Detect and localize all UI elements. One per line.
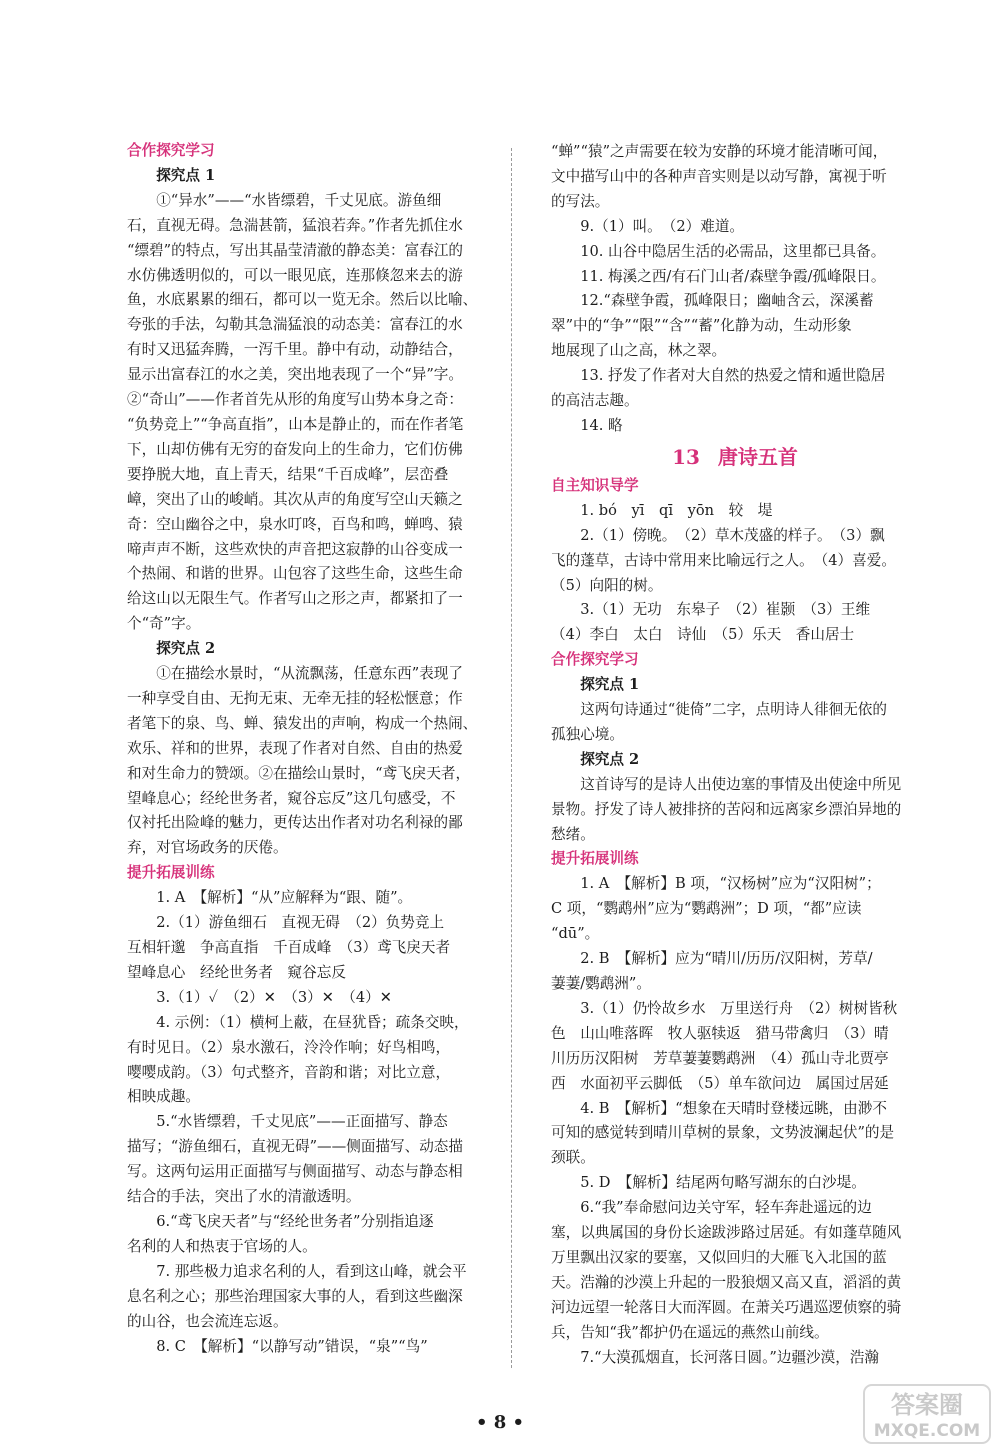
text-line: 1. A 【解析】B 项，“汉杨树”应为“汉阳树”； xyxy=(580,875,881,893)
text-line: 文中描写山中的各种声音实则是以动写静，寓视于听 xyxy=(551,167,887,185)
text-line: 给这山以无限生气。作者写山之形之声，都紧扣了一 xyxy=(127,590,463,608)
text-line: 12.“森壁争霞，孤峰限日；幽岫含云，深溪蓄 xyxy=(580,292,874,310)
page-number: • 8 • xyxy=(475,1412,525,1433)
text-line: 1. A 【解析】“从”应解释为“跟、随”。 xyxy=(156,889,413,907)
text-line: 1. bó yī qī yōn 较 堤 xyxy=(580,501,773,519)
text-line: 夸张的手法，勾勒其急湍猛浪的动态美：富春江的水 xyxy=(127,316,463,334)
text-line: 啼声声不断，这些欢快的声音把这寂静的山谷变成一 xyxy=(127,540,463,558)
text-line: 6.“鸢飞戾天者”与“经纶世务者”分别指追逐 xyxy=(156,1212,434,1230)
text-line: 14. 略 xyxy=(580,416,623,434)
text-line: “缥碧”的特点，写出其晶莹清澈的静态美：富春江的 xyxy=(127,241,463,259)
text-line: 4. 示例：（1）横柯上蔽，在昼犹昏；疏条交映， xyxy=(156,1013,469,1031)
text-line: 有时又迅猛奔腾，一泻千里。静中有动，动静结合， xyxy=(127,341,463,359)
text-line: 地展现了山之高，林之翠。 xyxy=(551,342,727,360)
text-line: 显示出富春江的水之美，突出地表现了一个“异”字。 xyxy=(127,366,463,384)
text-line: 10. 山谷中隐居生活的必需品，这里都已具备。 xyxy=(580,242,886,260)
right-column xyxy=(551,140,919,1371)
left-column xyxy=(127,139,478,1359)
text-line: 萋萋/鹦鹉洲”。 xyxy=(551,975,651,992)
subsection-heading: 探究点 1 xyxy=(156,166,216,184)
text-line: 9.（1）叫。 （2）难道。 xyxy=(580,217,745,235)
text-line: 弃，对官场政务的厌倦。 xyxy=(127,839,288,857)
text-line: 7. 那些极力追求名利的人，看到这山峰，就会平 xyxy=(156,1262,467,1280)
watermark-bottom-text: MXQE.COM xyxy=(873,1421,981,1441)
text-line: 嘤嘤成韵。（3）句式整齐，音韵和谐；对比立意， xyxy=(127,1063,451,1081)
text-line: 可知的感觉转到晴川草树的景象，文势波澜起伏”的是 xyxy=(551,1124,895,1142)
text-line: 石，直视无碍。急湍甚箭，猛浪若奔。”作者先抓住水 xyxy=(127,216,463,234)
text-line: 望峰息心；经纶世务者，窥谷忘反”这几句感受，不 xyxy=(127,789,456,807)
text-line: “负势竞上”“争高直指”，山本是静止的，而在作者笔 xyxy=(127,415,464,433)
right-column-top xyxy=(551,140,919,439)
text-line: ②“奇山”——作者首先从形的角度写山势本身之奇： xyxy=(127,391,463,409)
text-line: 3.（1）无功 东皋子 （2）崔颢 （3）王维 xyxy=(580,601,871,619)
text-line: 2. B 【解析】应为“晴川/历历/汉阳树，芳草/ xyxy=(580,950,873,968)
text-line: 8. C 【解析】“以静写动”错误，“泉”“鸟” xyxy=(156,1337,428,1355)
subsection-heading: 探究点 2 xyxy=(580,750,640,768)
right-column-bottom xyxy=(551,474,919,1371)
text-line: 飞的蓬草，古诗中常用来比喻远行之人。 （4）喜爱。 xyxy=(551,551,896,569)
lesson-number: 13 xyxy=(672,444,700,469)
text-line: 名利的人和热衷于官场的人。 xyxy=(127,1237,317,1255)
section-heading: 自主知识导学 xyxy=(551,476,639,494)
section-heading: 提升拓展训练 xyxy=(551,850,639,868)
text-line: （5）向阳的树。 xyxy=(551,576,663,594)
text-line: 翠”中的“争”“限”“含”“蓄”化静为动，生动形象 xyxy=(551,317,852,335)
text-line: 11. 梅溪之西/有石门山者/森壁争霞/孤峰限日。 xyxy=(580,267,886,285)
section-heading: 提升拓展训练 xyxy=(127,864,215,882)
text-line: 望峰息心 经纶世务者 窥谷忘反 xyxy=(127,963,346,981)
text-line: 者笔下的泉、鸟、蝉、猿发出的声响，构成一个热闹、 xyxy=(127,714,478,732)
text-line: “蝉”“猿”之声需要在较为安静的环境才能清晰可闻， xyxy=(551,143,888,160)
text-line: 景物。抒发了诗人被排挤的苦闷和远离家乡漂泊异地的 xyxy=(551,800,902,818)
column-divider xyxy=(511,148,512,1368)
watermark-top-text: 答案圈 xyxy=(891,1391,963,1419)
text-line: 西 水面初平云脚低 （5）单车欲问边 属国过居延 xyxy=(551,1074,889,1092)
text-line: 3.（1）✓ （2）✕ （3）✕ （4）✕ xyxy=(156,988,392,1006)
text-line: 这首诗写的是诗人出使边塞的事情及出使途中所见 xyxy=(580,775,902,793)
text-line: 河边远望一轮落日大而浑圆。在萧关巧遇巡逻侦察的骑 xyxy=(551,1298,902,1316)
text-line: ①在描绘水景时，“从流飘荡，任意东西”表现了 xyxy=(156,665,463,683)
text-line: 互相轩邈 争高直指 千百成峰 （3）鸢飞戾天者 xyxy=(127,939,451,956)
text-line: 颈联。 xyxy=(551,1149,595,1167)
text-line: 水仿佛透明似的，可以一眼见底，连那倏忽来去的游 xyxy=(127,266,463,284)
text-line: 个热闹、和谐的世界。山包容了这些生命，这些生命 xyxy=(127,565,463,583)
text-line: 万里飘出汉家的要塞，又似回归的大雁飞入北国的蓝 xyxy=(551,1248,887,1266)
text-line: 这两句诗通过“徙倚”二字，点明诗人徘徊无依的 xyxy=(580,701,887,719)
text-line: 2.（1）游鱼细石 直视无碍 （2）负势竞上 xyxy=(156,914,445,932)
text-line: 孤独心境。 xyxy=(551,725,624,743)
text-line: 要挣脱大地，直上青天，结果“千百成峰”，层峦叠 xyxy=(127,465,449,483)
watermark-logo xyxy=(862,1383,992,1445)
text-line: 5.“水皆缥碧，千丈见底”——正面描写、静态 xyxy=(156,1113,448,1131)
text-line: 2.（1）傍晚。 （2）草木茂盛的样子。 （3）飘 xyxy=(580,526,885,544)
subsection-heading: 探究点 1 xyxy=(580,676,640,694)
text-line: 塞，以典属国的身份长途跋涉路过居延。有如蓬草随风 xyxy=(551,1224,902,1242)
text-line: 一种享受自由、无拘无束、无牵无挂的轻松惬意；作 xyxy=(127,689,463,707)
text-line: 川历历汉阳树 芳草萋萋鹦鹉洲 （4）孤山寺北贾亭 xyxy=(551,1049,889,1067)
text-line: C 项，“鹦鹉州”应为“鹦鹉洲”；D 项，“都”应读 xyxy=(551,900,862,918)
text-line: 下，山却仿佛有无穷的奋发向上的生命力，它们仿佛 xyxy=(127,440,463,458)
text-line: 描写；“游鱼细石，直视无碍”——侧面描写、动态描 xyxy=(127,1138,463,1156)
text-line: 息名利之心；那些治理国家大事的人，看到这些幽深 xyxy=(127,1287,463,1305)
section-heading: 合作探究学习 xyxy=(551,651,639,669)
text-line: 的写法。 xyxy=(551,192,610,210)
text-line: （4）李白 太白 诗仙 （5）乐天 香山居士 xyxy=(551,626,855,644)
text-line: 13. 抒发了作者对大自然的热爱之情和遁世隐居 xyxy=(580,367,886,385)
text-line: 天。浩瀚的沙漠上升起的一股狼烟又高又直，滔滔的黄 xyxy=(551,1273,902,1291)
text-line: 欢乐、祥和的世界，表现了作者对自然、自由的热爱 xyxy=(127,739,463,757)
text-line: 5. D 【解析】结尾两句略写湖东的白沙堤。 xyxy=(580,1174,866,1192)
section-heading: 合作探究学习 xyxy=(127,142,215,159)
text-line: 相映成趣。 xyxy=(127,1088,200,1106)
subsection-heading: 探究点 2 xyxy=(156,640,216,658)
text-line: 写。这两句运用正面描写与侧面描写、动态与静态相 xyxy=(127,1163,463,1181)
text-line: 3.（1）仍怜故乡水 万里送行舟 （2）树树皆秋 xyxy=(580,999,898,1017)
lesson-title: 唐诗五首 xyxy=(717,444,798,469)
text-line: 4. B 【解析】“想象在天晴时登楼远眺，由渺不 xyxy=(580,1099,887,1117)
lesson-heading xyxy=(551,440,919,474)
text-line: 色 山山唯落晖 牧人驱犊返 猎马带禽归 （3）晴 xyxy=(551,1024,889,1042)
text-line: 个“奇”字。 xyxy=(127,615,201,633)
text-line: ①“异水”——“水皆缥碧，千丈见底。游鱼细 xyxy=(156,191,442,209)
text-line: “dū”。 xyxy=(551,925,600,943)
text-line: 愁绪。 xyxy=(551,825,595,843)
text-line: 仅衬托出险峰的魅力，更传达出作者对功名利禄的鄙 xyxy=(127,814,463,832)
text-line: 鱼，水底累累的细石，都可以一览无余。然后以比喻、 xyxy=(127,291,478,309)
text-line: 的山谷，也会流连忘返。 xyxy=(127,1312,288,1330)
text-line: 7.“大漠孤烟直，长河落日圆。”边疆沙漠，浩瀚 xyxy=(580,1348,880,1366)
text-line: 6.“我”奉命慰问边关守军，轻车奔赴遥远的边 xyxy=(580,1199,872,1217)
text-line: 结合的手法，突出了水的清澈透明。 xyxy=(127,1188,361,1206)
text-line: 和对生命力的赞颂。②在描绘山景时，“鸢飞戾天者， xyxy=(127,764,471,782)
text-line: 奇：空山幽谷之中，泉水叮咚，百鸟和鸣，蝉鸣、猿 xyxy=(127,515,463,533)
text-line: 嶂，突出了山的峻峭。其次从声的角度写空山天籁之 xyxy=(127,490,463,508)
text-line: 兵，告知“我”都护仍在遥远的燕然山前线。 xyxy=(551,1323,829,1341)
text-line: 有时见日。（2）泉水激石，泠泠作响；好鸟相鸣， xyxy=(127,1038,451,1056)
text-line: 的高洁志趣。 xyxy=(551,392,639,410)
